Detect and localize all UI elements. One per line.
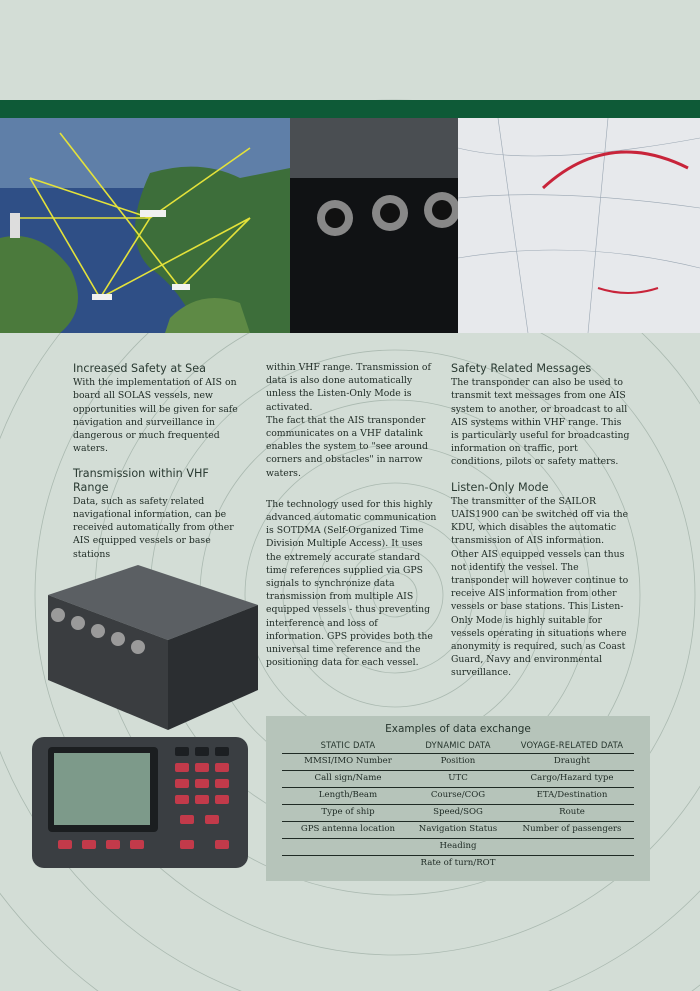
table-cell: Navigation Status xyxy=(418,824,498,834)
ais-network-illustration xyxy=(0,118,290,333)
nautical-chart-photo xyxy=(458,118,700,333)
table-cell: Draught xyxy=(553,756,591,766)
text-increased-safety: With the implementation of AIS on board all SOLAS vessels, new opportunities will be given for safe navigation and surveillance in dangerous or much frequented waters. xyxy=(73,377,238,455)
table-cell: GPS antenna location xyxy=(300,824,396,834)
table-cell: Course/COG xyxy=(430,790,486,800)
data-exchange-table xyxy=(266,716,650,881)
table-cell: Rate of turn/ROT xyxy=(420,858,496,868)
column-2 xyxy=(266,361,438,678)
connector-closeup-photo xyxy=(290,118,458,333)
table-cell: MMSI/IMO Number xyxy=(304,756,392,766)
column-3 xyxy=(451,362,631,689)
text-listen-only: The transmitter of the SAILOR UAIS1900 can be switched off via the KDU, which disables the automatic transmission of AIS information. Other AIS equipped vessels can thus not identify the vessel. The transponder will however continue to receive AIS information from other vessels or base stations. This Listen-Only Mode is highly suitable for vessels operating in situations where anonymity is required, such as Coast Guard, Navy and environmental surveillance. xyxy=(451,495,629,679)
keyboard-display-unit-photo xyxy=(30,735,250,870)
text-sotdma: The technology used for this highly advanced automatic communication is SOTDMA (Self-Organized Time Division Multiple Access). It uses the extremely accurate standard time references supplied via GPS signals to synchronize data transmission from multiple AIS equipped vessels - thus preventing interference and loss of information. GPS provides both the universal time reference and the positioning data for each vessel. xyxy=(266,498,437,669)
table-header-voyage: VOYAGE-RELATED DATA xyxy=(520,740,624,750)
column-1 xyxy=(73,362,243,570)
text-safety-messages: The transponder can also be used to transmit text messages from one AIS system to another, or broadcast to all AIS systems within VHF range. This is particularly useful for broadcasting information on traffic, port conditions, pilots or safety matters. xyxy=(451,377,630,468)
transponder-unit-photo xyxy=(38,565,260,735)
table-cell: UTC xyxy=(448,773,468,783)
table-cell: Number of passengers xyxy=(522,824,622,834)
table-cell: Heading xyxy=(439,841,477,851)
table-cell: Length/Beam xyxy=(318,790,378,800)
heading-safety-messages: Safety Related Messages xyxy=(451,362,592,375)
text-vhf-datalink: The fact that the AIS transponder communicates on a VHF datalink enables the system to "see around corners and obstacles" in narrow waters. xyxy=(266,414,428,479)
heading-transmission: Transmission within VHF Range xyxy=(73,467,209,494)
text-transmission: Data, such as safety related navigational information, can be received automatically from other AIS equipped vessels or base stations xyxy=(73,495,234,560)
table-cell: Call sign/Name xyxy=(314,773,382,783)
header-green-band xyxy=(0,100,700,118)
table-rule xyxy=(282,821,634,822)
table-header-dynamic: DYNAMIC DATA xyxy=(425,740,491,750)
table-rule xyxy=(282,838,634,839)
heading-listen-only: Listen-Only Mode xyxy=(451,480,549,494)
table-cell: Type of ship xyxy=(321,807,375,817)
table-rule xyxy=(282,770,634,771)
table-cell: Cargo/Hazard type xyxy=(530,773,614,783)
table-rule xyxy=(282,753,634,754)
table-cell: Route xyxy=(559,807,585,817)
table-rule xyxy=(282,804,634,805)
table-cell: ETA/Destination xyxy=(536,790,608,800)
text-vhf-range: within VHF range. Transmission of data is also done automatically unless the Listen-Only Mode is activated. xyxy=(266,362,431,413)
table-rule xyxy=(282,787,634,788)
heading-increased-safety: Increased Safety at Sea xyxy=(73,362,206,375)
table-cell: Position xyxy=(440,756,476,766)
table-header-static: STATIC DATA xyxy=(320,740,376,750)
table-rule xyxy=(282,855,634,856)
table-title: Examples of data exchange xyxy=(385,723,531,735)
table-cell: Speed/SOG xyxy=(433,807,483,817)
